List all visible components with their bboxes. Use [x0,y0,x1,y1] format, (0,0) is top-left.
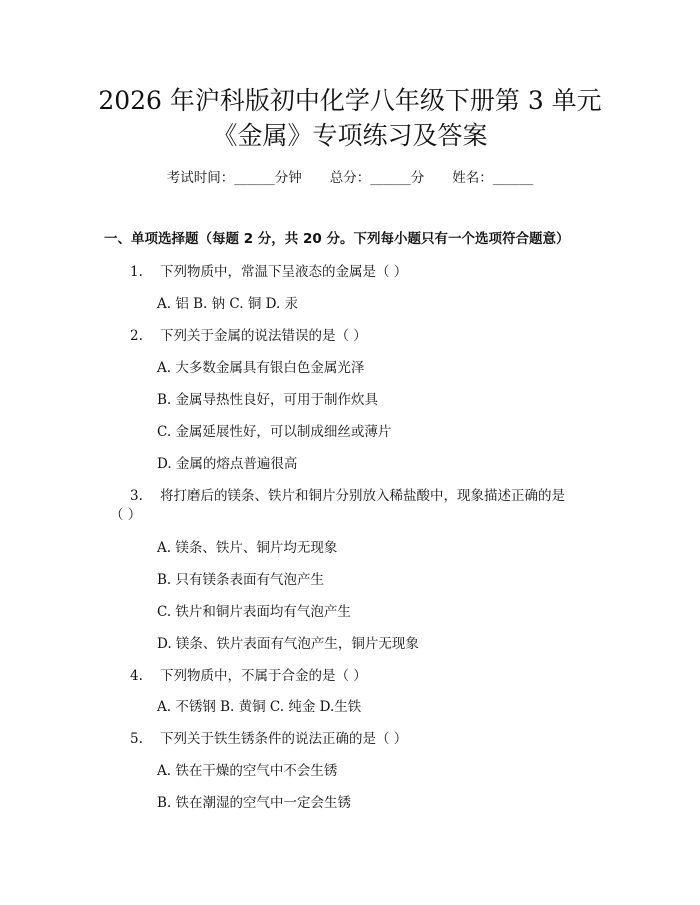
question-number: 5. [130,731,143,747]
question-1 [130,262,407,282]
exam-info-line [0,168,700,188]
question-stem: 下列物质中，常温下呈液态的金属是（ ） [160,264,408,280]
question-1-options: A. 铝 B. 钠 C. 铜 D. 汞 [157,296,299,312]
question-3 [130,486,565,506]
question-number: 1. [130,264,143,280]
total-score-field: 总分：______分 [329,170,425,186]
question-number: 4. [130,668,143,684]
option-a: A. 镁条、铁片、铜片均无现象 [157,540,338,556]
question-stem: 将打磨后的镁条、铁片和铜片分别放入稀盐酸中，现象描述正确的是 [160,488,565,504]
question-4-options: A. 不锈钢 B. 黄铜 C. 纯金 D.生铁 [157,699,362,715]
doc-title-line1: 2026 年沪科版初中化学八年级下册第 3 单元 [98,86,602,115]
option-b: B. 金属导热性良好，可用于制作炊具 [157,392,379,408]
question-stem: 下列关于金属的说法错误的是（ ） [160,328,367,344]
option-d: D. 金属的熔点普遍很高 [157,456,298,472]
question-stem: 下列物质中，不属于合金的是（ ） [160,668,367,684]
option-a: A. 铁在干燥的空气中不会生锈 [157,763,338,779]
question-stem: 下列关于铁生锈条件的说法正确的是（ ） [160,731,408,747]
question-4 [130,666,367,686]
question-2 [130,326,367,346]
question-number: 3. [130,488,143,504]
question-3-stem-continuation: （ ） [110,507,142,523]
doc-title-line2: 《金属》专项练习及答案 [212,121,488,150]
option-b: B. 铁在潮湿的空气中一定会生锈 [157,795,352,811]
option-a: A. 大多数金属具有银白色金属光泽 [157,360,365,376]
student-name-field: 姓名：______ [452,170,534,186]
option-c: C. 金属延展性好，可以制成细丝或薄片 [157,424,392,440]
section-heading: 一、单项选择题（每题 2 分，共 20 分。下列每小题只有一个选项符合题意） [104,231,570,247]
exam-time-field: 考试时间：______分钟 [166,170,302,186]
option-d: D. 镁条、铁片表面有气泡产生，铜片无现象 [157,636,419,652]
option-b: B. 只有镁条表面有气泡产生 [157,572,325,588]
option-c: C. 铁片和铜片表面均有气泡产生 [157,604,351,620]
question-5 [130,729,407,749]
question-number: 2. [130,328,143,344]
